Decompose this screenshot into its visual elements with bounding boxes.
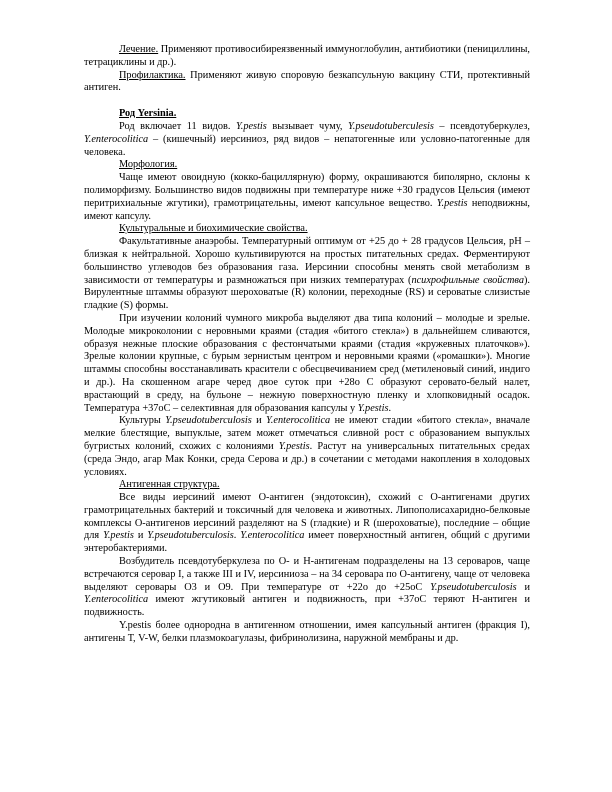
cultural-heading: Культуральные и биохимические свойства. xyxy=(119,223,308,235)
cultural-text: Культуры xyxy=(119,415,166,427)
treatment-label: Лечение. xyxy=(119,44,159,55)
genus-title: Род Yersinia. xyxy=(119,108,177,120)
cultural-text: Факультативные анаэробы. Температурный оптимум от +25 до + 28 градусов Цельсия, pH – близкая к нейтральной. Хорошо культивируются на простых питательных средах. Ферментируют большинство углеводов без образования газа. Иерсинии способны менять свой метаболизм в зависимости от температуры и размножаться при низких температурах ( xyxy=(84,236,530,286)
antigen-text: Возбудитель псевдотуберкулеза по О- и Н-антигенам подразделены на 13 сероваров, чаще встречаются серовар I, а также III и IV, иерсиниоза – на 34 серовара по О-антигену, чаще от человека выделяют серовары О3 и О9. При температуре от +22о до +25оС xyxy=(84,556,530,593)
species-name: Y.pseudotuberculosis xyxy=(165,415,252,427)
genus-intro xyxy=(84,121,530,159)
antigen-text: имеет поверхностный антиген, общий с другими энтеробактериями. xyxy=(84,530,530,555)
species-name: Y.pseudotuberculosis xyxy=(147,530,234,542)
antigen-paragraph-3 xyxy=(84,620,530,646)
antigen-text: и xyxy=(516,581,531,593)
cultural-heading-line xyxy=(84,223,530,236)
antigen-text: . xyxy=(233,530,241,542)
species-name: Y.pestis xyxy=(103,530,134,542)
intro-text: вызывает чуму, xyxy=(266,120,348,132)
antigen-paragraph-1 xyxy=(84,492,530,556)
treatment-paragraph xyxy=(84,44,530,70)
morphology-text: Чаще имеют овоидную (кокко-бациллярную) форму, окрашиваются биполярно, склоны к полиморфизму. Большинство видов подвижны при температуре ниже +30 градусов Цельсия (имеют перитрихиальные жгутики), грамотрицательны, имеют капсульное вещество. xyxy=(84,172,530,209)
antigen-heading-line xyxy=(84,479,530,492)
intro-text: – (кишечный) иерсиниоз, ряд видов – непатогенные или условно-патогенные для человека. xyxy=(84,133,530,158)
cultural-text: не имеют стадии «битого стекла», вначале мелкие блестящие, выпуклые, затем может отмечаться сливной рост с образованием выпуклых бугристых колоний, схожих с колониями xyxy=(84,415,530,452)
species-name: Y.pestis xyxy=(278,440,310,452)
antigen-text: Все виды иерсиний имеют О-антиген (эндотоксин), схожий с О-антигенами других грамотрицательных бактерий и токсичный для человека и животных. Липополисахаридно-белковые комплексы О-антигенов иерсиний разделяют на S (гладкие) и R (шероховатые), последние – общие для xyxy=(84,492,530,542)
species-name: Y.enterocolitica xyxy=(84,594,149,606)
species-name: Y.enterocolitica xyxy=(240,530,305,542)
antigen-paragraph-2 xyxy=(84,556,530,620)
cultural-paragraph-3 xyxy=(84,415,530,479)
antigen-text: и xyxy=(133,530,148,542)
cultural-text: . xyxy=(388,402,392,414)
cultural-text: При изучении колоний чумного микроба выделяют два типа колоний – молодые и зрелые. Молодые микроколонии с неровными краями (стадия «битого стекла») в дальнейшем сливаются, образуя нежные плоские образования с фестончатыми краями (стадия «кружевных платочков»). Зрелые колонии крупные, с бурым зернистым центром и неровными краями («ромашки»). Многие штаммы способны восстанавливать красители с обесцвечиванием сред (метиленовый синий, индиго и др.). На скошенном агаре черед двое суток при +28о С образуют серовато-белый налет, врастающий в среду, на бульоне – нежную поверхностную пленку и хлопковидный осадок. Температура +37оС – селективная для образования капсулы у xyxy=(84,312,530,414)
prevention-text: Применяют живую споровую безкапсульную вакцину СТИ, протективный антиген. xyxy=(84,69,530,94)
antigen-heading: Антигенная структура. xyxy=(119,479,220,491)
intro-text: Род включает 11 видов. xyxy=(119,120,236,132)
prevention-paragraph xyxy=(84,70,530,96)
cultural-text: . Растут на универсальных питательных средах (среда Эндо, агар Мак Конки, среда Серова и др.) в сочетании с методами накопления в холодовых условиях. xyxy=(84,440,531,478)
species-name: Y.pestis xyxy=(357,402,389,414)
morphology-heading: Морфология. xyxy=(119,159,178,171)
cultural-paragraph-2 xyxy=(84,313,530,415)
italic-term: психрофильные свойства xyxy=(411,274,524,286)
antigen-text: Y.pestis более однородна в антигенном отношении, имея капсульный антиген (фракция I), антигены Т, V-W, белки плазмокоагулазы, фибринолизина, наружной мембраны и др. xyxy=(84,620,530,644)
species-name: Y.pseudotuberculosis xyxy=(430,581,517,593)
treatment-text: Применяют противосибиреязвенный иммуноглобулин, антибиотики (пенициллины, тетрациклины и др.). xyxy=(84,44,530,68)
intro-text: – псевдотуберкулез, xyxy=(433,120,530,132)
species-name: Y.pseudotuberculesis xyxy=(347,120,434,132)
cultural-text: ). Вирулентные штаммы образуют шероховатые (R) колонии, переходные (RS) и сероватые слизистые гладкие (S) формы. xyxy=(84,274,530,312)
species-name: Y.enterocolitica xyxy=(266,415,331,427)
document-page xyxy=(84,44,530,646)
genus-title-line xyxy=(84,108,530,121)
morphology-text: неподвижны, имеют капсулу. xyxy=(84,197,530,222)
species-name: Y.pestis xyxy=(436,197,468,209)
antigen-text: имеют жгутиковый антиген и подвижность, при +37оС теряют Н-антиген и подвижность. xyxy=(84,594,530,619)
morphology-paragraph xyxy=(84,172,530,223)
cultural-paragraph-1 xyxy=(84,236,530,313)
species-name: Y.pestis xyxy=(235,120,267,132)
morphology-heading-line xyxy=(84,159,530,172)
cultural-text: и xyxy=(251,415,267,427)
prevention-label: Профилактика. xyxy=(119,69,186,81)
species-name: Y.enterocolitica xyxy=(84,133,149,145)
